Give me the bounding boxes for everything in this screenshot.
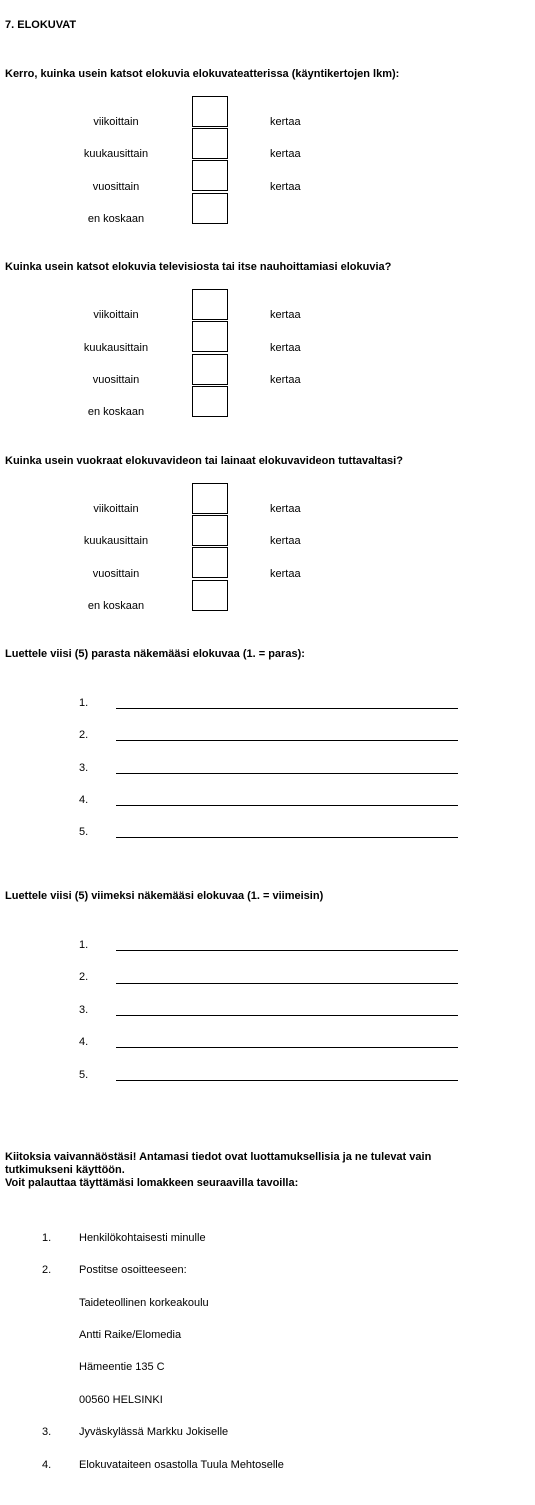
unit-label: kertaa (270, 503, 301, 515)
unit-label: kertaa (270, 116, 301, 128)
answer-line-best-3[interactable] (116, 773, 458, 774)
answer-box-monthly[interactable] (192, 321, 228, 352)
answer-line-latest-4[interactable] (116, 1047, 458, 1048)
list-number: 4. (79, 794, 89, 806)
answer-line-latest-5[interactable] (116, 1080, 458, 1081)
option-label: vuosittain (92, 374, 140, 386)
answer-box-never[interactable] (192, 580, 228, 611)
answer-box-weekly[interactable] (192, 96, 228, 127)
return-method-film-department: Elokuvataiteen osastolla Tuula Mehtoselle (79, 1459, 284, 1471)
answer-line-latest-2[interactable] (116, 983, 458, 984)
question-cinema-frequency: Kerro, kuinka usein katsot elokuvia elokuvateatterissa (käyntikertojen lkm): (5, 68, 400, 80)
address-line: Hämeentie 135 C (79, 1361, 165, 1373)
option-label: kuukausittain (83, 342, 149, 354)
option-label: en koskaan (87, 213, 145, 225)
list-number: 1. (79, 697, 89, 709)
address-line: 00560 HELSINKI (79, 1394, 163, 1406)
thanks-line: Kiitoksia vaivannäöstäsi! Antamasi tiedot ovat luottamuksellisia ja ne tulevat vain (5, 1151, 432, 1163)
thanks-line: Voit palauttaa täyttämäsi lomakkeen seuraavilla tavoilla: (5, 1177, 299, 1189)
option-label: viikoittain (93, 503, 139, 515)
return-method-post: Postitse osoitteeseen: (79, 1264, 187, 1276)
unit-label: kertaa (270, 568, 301, 580)
option-label: viikoittain (93, 309, 139, 321)
answer-box-yearly[interactable] (192, 547, 228, 578)
question-best-movies: Luettele viisi (5) parasta näkemääsi elokuvaa (1. = paras): (5, 648, 305, 660)
option-label: kuukausittain (83, 148, 149, 160)
return-method-in-person: Henkilökohtaisesti minulle (79, 1232, 206, 1244)
unit-label: kertaa (270, 148, 301, 160)
question-video-rental-frequency: Kuinka usein vuokraat elokuvavideon tai lainaat elokuvavideon tuttavaltasi? (5, 455, 403, 467)
section-title: 7. ELOKUVAT (5, 19, 77, 31)
option-label: en koskaan (87, 406, 145, 418)
answer-line-latest-1[interactable] (116, 950, 458, 951)
question-latest-movies: Luettele viisi (5) viimeksi näkemääsi elokuvaa (1. = viimeisin) (5, 890, 324, 902)
list-number: 3. (42, 1426, 52, 1438)
answer-box-monthly[interactable] (192, 515, 228, 546)
list-number: 2. (79, 971, 89, 983)
answer-line-latest-3[interactable] (116, 1015, 458, 1016)
option-label: viikoittain (93, 116, 139, 128)
return-method-jyvaskyla: Jyväskylässä Markku Jokiselle (79, 1426, 229, 1438)
list-number: 1. (79, 939, 89, 951)
unit-label: kertaa (270, 535, 301, 547)
answer-box-never[interactable] (192, 193, 228, 224)
list-number: 2. (79, 729, 89, 741)
list-number: 3. (79, 762, 89, 774)
list-number: 4. (79, 1036, 89, 1048)
thanks-line: tutkimukseni käyttöön. (5, 1164, 125, 1176)
list-number: 5. (79, 1069, 89, 1081)
list-number: 5. (79, 826, 89, 838)
option-label: kuukausittain (83, 535, 149, 547)
unit-label: kertaa (270, 374, 301, 386)
list-number: 1. (42, 1232, 52, 1244)
answer-line-best-1[interactable] (116, 708, 458, 709)
answer-line-best-5[interactable] (116, 837, 458, 838)
answer-box-weekly[interactable] (192, 289, 228, 320)
unit-label: kertaa (270, 181, 301, 193)
unit-label: kertaa (270, 342, 301, 354)
answer-box-yearly[interactable] (192, 354, 228, 385)
answer-box-weekly[interactable] (192, 483, 228, 514)
answer-box-never[interactable] (192, 386, 228, 417)
answer-line-best-2[interactable] (116, 740, 458, 741)
unit-label: kertaa (270, 309, 301, 321)
answer-line-best-4[interactable] (116, 805, 458, 806)
address-line: Antti Raike/Elomedia (79, 1329, 182, 1341)
list-number: 3. (79, 1004, 89, 1016)
address-line: Taideteollinen korkeakoulu (79, 1297, 209, 1309)
option-label: vuosittain (92, 181, 140, 193)
list-number: 4. (42, 1459, 52, 1471)
option-label: vuosittain (92, 568, 140, 580)
answer-box-monthly[interactable] (192, 128, 228, 159)
answer-box-yearly[interactable] (192, 160, 228, 191)
option-label: en koskaan (87, 600, 145, 612)
question-tv-frequency: Kuinka usein katsot elokuvia televisiosta tai itse nauhoittamiasi elokuvia? (5, 261, 392, 273)
list-number: 2. (42, 1264, 52, 1276)
